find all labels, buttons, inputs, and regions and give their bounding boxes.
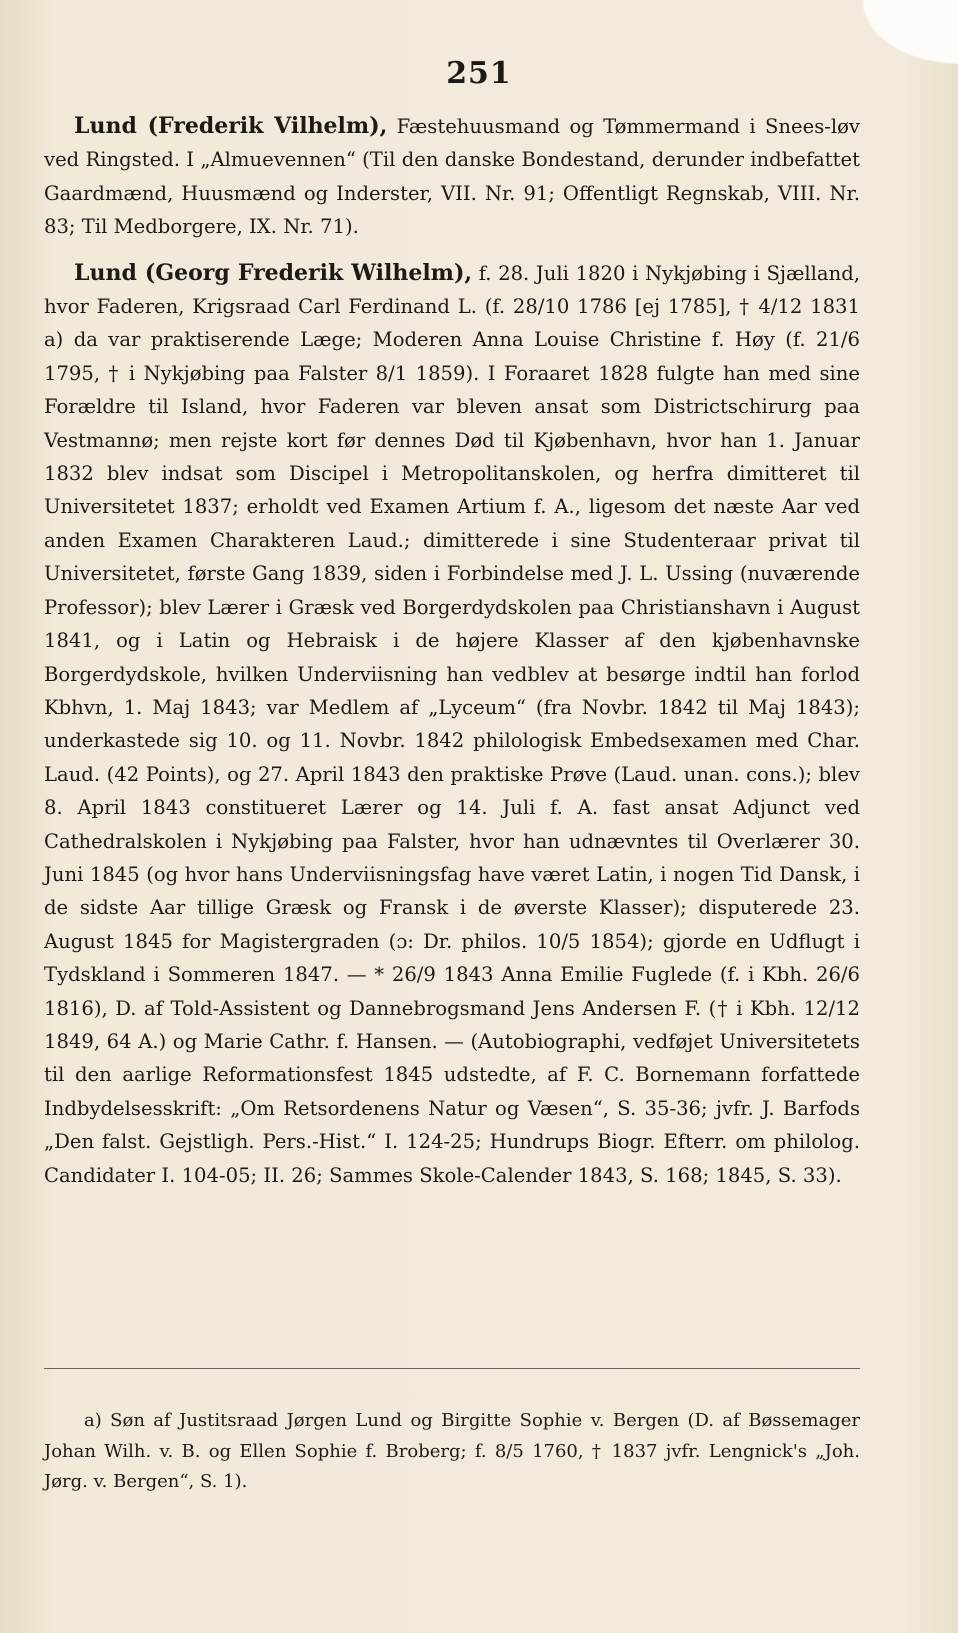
- entry-text: f. 28. Juli 1820 i Nykjøbing i Sjælland, hvor Faderen, Krigsraad Carl Ferdinand L. (f. 28/10 1786 [ej 1785], † 4/12 1831 a) da var praktiserende Læge; Moderen Anna Louise Christine f. Høy (f. 21/6 1795, † i Nykjøbing paa Falster 8/1 1859). I Foraaret 1828 fulgte han med sine Forældre til Island, hvor Faderen var bleven ansat som Districtschirurg paa Vestmannø; men rejste kort før dennes Død til Kjøbenhavn, hvor han 1. Januar 1832 blev indsat som Discipel i Metropolitanskolen, og herfra dimitteret til Universitetet 1837; erholdt ved Examen Artium f. A., ligesom det næste Aar ved anden Examen Charakteren Laud.; dimitterede i sine Studenteraar privat til Universitetet, første Gang 1839, siden i Forbindelse med J. L. Ussing (nuværende Professor); blev Lærer i Græsk ved Borgerdydskolen paa Christianshavn i August 1841, og i Latin og Hebraisk i de højere Klasser af den kjøbenhavnske Borgerdydskole, hvilken Underviisning han vedblev at besørge indtil han forlod Kbhvn, 1. Maj 1843; var Medlem af „Lyceum“ (fra Novbr. 1842 til Maj 1843); underkastede sig 10. og 11. Novbr. 1842 philologisk Embedsexamen med Char. Laud. (42 Points), og 27. April 1843 den praktiske Prøve (Laud. unan. cons.); blev 8. April 1843 constitueret Lærer og 14. Juli f. A. fast ansat Adjunct ved Cathedralskolen i Nykjøbing paa Falster, hvor han udnævntes til Overlærer 30. Juni 1845 (og hvor hans Underviisningsfag have været Latin, i nogen Tid Dansk, i de sidste Aar tillige Græsk og Fransk i de øverste Klasser); disputerede 23. August 1845 for Magistergraden (ɔ: Dr. philos. 10/5 1854); gjorde en Udflugt i Tydskland i Sommeren 1847. — * 26/9 1843 Anna Emilie Fuglede (f. i Kbh. 26/6 1816), D. af Told-Assistent og Dannebrogsmand Jens Andersen F. († i Kbh. 12/12 1849, 64 A.) og Marie Cathr. f. Hansen. — (Autobiographi, vedføjet Universitetets til den aarlige Reformationsfest 1845 udstedte, af F. C. Bornemann forfattede Indbydelsesskrift: „Om Retsordenens Natur og Væsen“, S. 35-36; jvfr. J. Barfods „Den falst. Gejstligh. Pers.-Hist.“ I. 124-25; Hundrups Biogr. Efterr. om philolog. Candidater I. 104-05; II. 26; Sammes Skole-Calender 1843, S. 168; 1845, S. 33).: [44, 261, 860, 1187]
- entry-text: Fæstehuusmand og Tømmermand i Snees-løv ved Ringsted. I „Almuevennen“ (Til den danske Bondestand, derunder indbefattet Gaardmænd, Huusmænd og Inderster, VII. Nr. 91; Offentligt Regnskab, VIII. Nr. 83; Til Medborgere, IX. Nr. 71).: [44, 115, 860, 239]
- page-number: 251: [446, 56, 512, 91]
- footnote-divider: [44, 1368, 860, 1369]
- page-body: [44, 110, 860, 1205]
- entry-heading: Lund (Frederik Vilhelm),: [74, 113, 388, 139]
- entry-heading: Lund (Georg Frederik Wilhelm),: [74, 259, 473, 286]
- entry-lund-georg-frederik-wilhelm: [44, 257, 860, 1192]
- entry-lund-frederik-vilhelm: [44, 110, 860, 244]
- footnote: a) Søn af Justitsraad Jørgen Lund og Birgitte Sophie v. Bergen (D. af Bøssemager Johan Wilh. v. B. og Ellen Sophie f. Broberg; f. 8/5 1760, † 1837 jvfr. Lengnick's „Joh. Jørg. v. Bergen“, S. 1).: [44, 1410, 860, 1492]
